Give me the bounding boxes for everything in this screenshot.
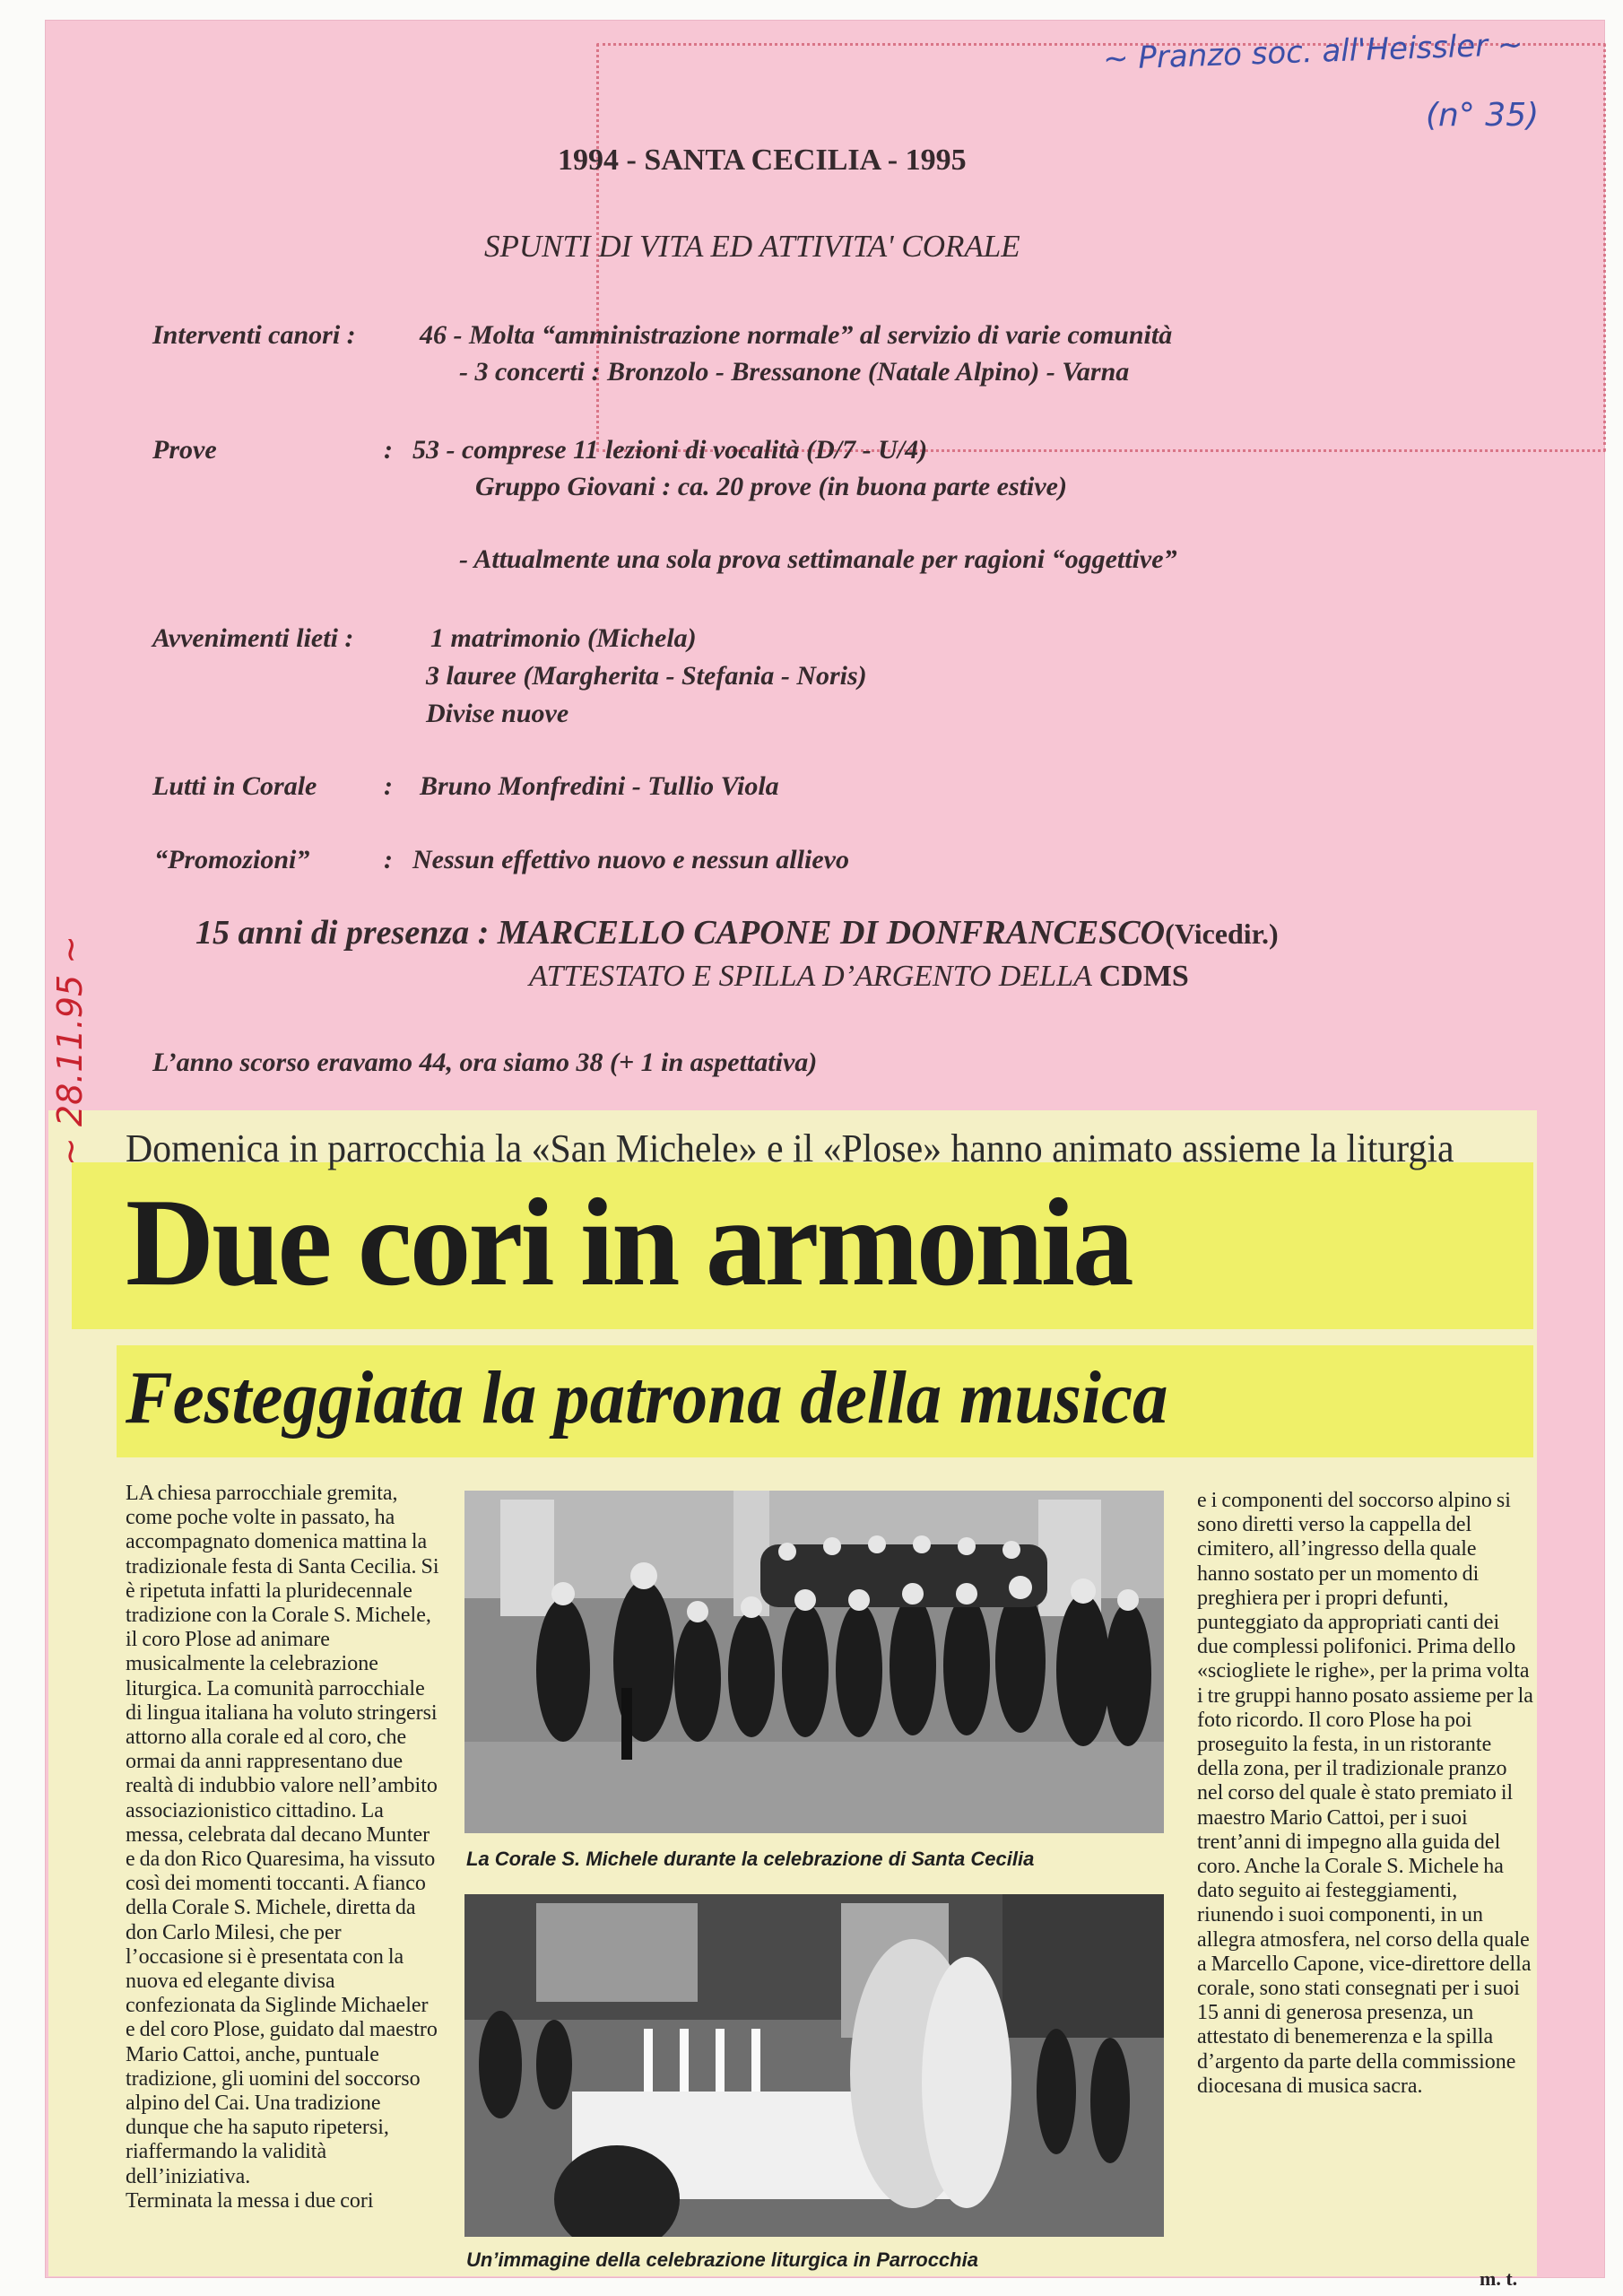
- label-lutti: Lutti in Corale: [152, 771, 317, 801]
- photo-caption-1: La Corale S. Michele durante la celebrazione di Santa Cecilia: [466, 1848, 1035, 1870]
- label-avvenimenti: Avvenimenti lieti :: [152, 623, 354, 653]
- report-title: 1994 - SANTA CECILIA - 1995: [558, 144, 967, 177]
- liturgy-photo: [464, 1894, 1164, 2237]
- presence-line: [195, 913, 1279, 952]
- article-headline: Due cori in armonia: [126, 1173, 1132, 1312]
- prove-line-1: 53 - comprese 11 lezioni di vocalità (D/7 - U/4): [412, 435, 928, 465]
- article-col1-tail: Terminata la messa i due cori: [126, 2188, 374, 2213]
- presence-award-org: CDMS: [1098, 960, 1189, 993]
- handwritten-date: ~ 28.11.95 ~: [50, 935, 90, 1166]
- label-promozioni: “Promozioni”: [154, 845, 310, 874]
- avvenimenti-line-3: Divise nuove: [426, 699, 569, 728]
- promozioni-colon: :: [384, 845, 393, 874]
- article-col1-text: LA chiesa parrocchiale gremita, come poche volte in passato, ha accompagnato domenica mattina la tradizionale festa di Santa Cecilia. Si è ripetuta infatti la pluridecennale tradizione con la Corale S. Michele, il coro Plose ad animare musicalmente la celebrazione liturgica. La comunità parrocchiale di lingua italiana ha voluto stringersi attorno alla corale ed al coro, che ormai da anni rappresentano due realtà di indubbio valore nell’ambito associazionistico cittadino. La messa, celebrata dal decano Munter e da don Rico Quaresima, ha vissuto così dei momenti toccanti. A fianco della Corale S. Michele, diretta da don Carlo Milesi, che per l’occasione si è presentata con la nuova ed elegante divisa confezionata da Siglinde Michaeler e del coro Plose, guidato dal maestro Mario Cattoi, anche, puntuale tradizione, gli uomini del soccorso alpino del Cai. Una tradizione dunque che ha saputo ripetersi, riaffermando la validità dell’iniziativa.: [126, 1482, 439, 2188]
- lutti-line-1: Bruno Monfredini - Tullio Viola: [420, 771, 779, 801]
- presence-name: MARCELLO CAPONE DI DONFRANCESCO: [497, 914, 1166, 952]
- promozioni-line-1: Nessun effettivo nuovo e nessun allievo: [412, 845, 849, 874]
- report-subtitle: SPUNTI DI VITA ED ATTIVITA' CORALE: [484, 229, 1020, 264]
- lutti-colon: :: [384, 771, 393, 801]
- article-subhead: Festeggiata la patrona della musica: [126, 1356, 1168, 1439]
- prove-line-2: Gruppo Giovani : ca. 20 prove (in buona parte estive): [475, 472, 1067, 501]
- presence-award-text: ATTESTATO E SPILLA D’ARGENTO DELLA: [529, 960, 1099, 993]
- presence-label: 15 anni di presenza :: [195, 914, 490, 952]
- label-prove: Prove: [152, 435, 217, 465]
- article-signature: m. t.: [1480, 2267, 1518, 2290]
- avvenimenti-line-1: 1 matrimonio (Michela): [430, 623, 697, 653]
- prove-line-3: - Attualmente una sola prova settimanale per ragioni “oggettive”: [459, 544, 1177, 574]
- article-column-1: [126, 1482, 439, 2213]
- article-kicker: Domenica in parrocchia la «San Michele» e il «Plose» hanno animato assieme la liturgia: [126, 1126, 1454, 1170]
- interventi-line-1: 46 - Molta “amministrazione normale” al servizio di varie comunità: [420, 320, 1173, 350]
- prove-colon: :: [384, 435, 393, 465]
- report-footer: L’anno scorso eravamo 44, ora siamo 38 (+ 1 in aspettativa): [152, 1048, 818, 1077]
- handwritten-number: (n° 35): [1426, 97, 1540, 134]
- interventi-line-2: - 3 concerti : Bronzolo - Bressanone (Natale Alpino) - Varna: [459, 357, 1130, 387]
- avvenimenti-line-2: 3 lauree (Margherita - Stefania - Noris): [426, 661, 867, 691]
- article-column-3: e i componenti del soccorso alpino si sono diretti verso la cappella del cimitero, all’ingresso della quale hanno sostato per un momento di preghiera per i propri defunti, punteggiato da appropriati canti dei due complessi polifonici. Prima dello «sciogliete le righe», per la prima volta i tre gruppi hanno posato assieme per la foto ricordo. Il coro Plose ha poi proseguito la festa, in un ristorante della zona, per il tradizionale pranzo nel corso del quale è stato premiato il maestro Mario Cattoi, per i suoi trent’anni di impegno alla guida del coro. Anche la Corale S. Michele ha dato seguito ai festeggiamenti, riunendo i suoi componenti, in un allegra atmosfera, nel corso della quale a Marcello Capone, vice-direttore della corale, sono stati consegnati per i suoi 15 anni di generosa presenza, un attestato di benemerenza e la spilla d’argento da parte della commissione diocesana di musica sacra.: [1197, 1489, 1533, 2098]
- handwritten-note: ~ Pranzo soc. all'Heissler ~: [1102, 26, 1524, 78]
- choir-photo: [464, 1491, 1164, 1833]
- label-interventi: Interventi canori :: [152, 320, 356, 350]
- presence-award: [529, 960, 1189, 994]
- presence-role: (Vicedir.): [1165, 918, 1279, 950]
- photo-caption-2: Un’immagine della celebrazione liturgica in Parrocchia: [466, 2248, 978, 2271]
